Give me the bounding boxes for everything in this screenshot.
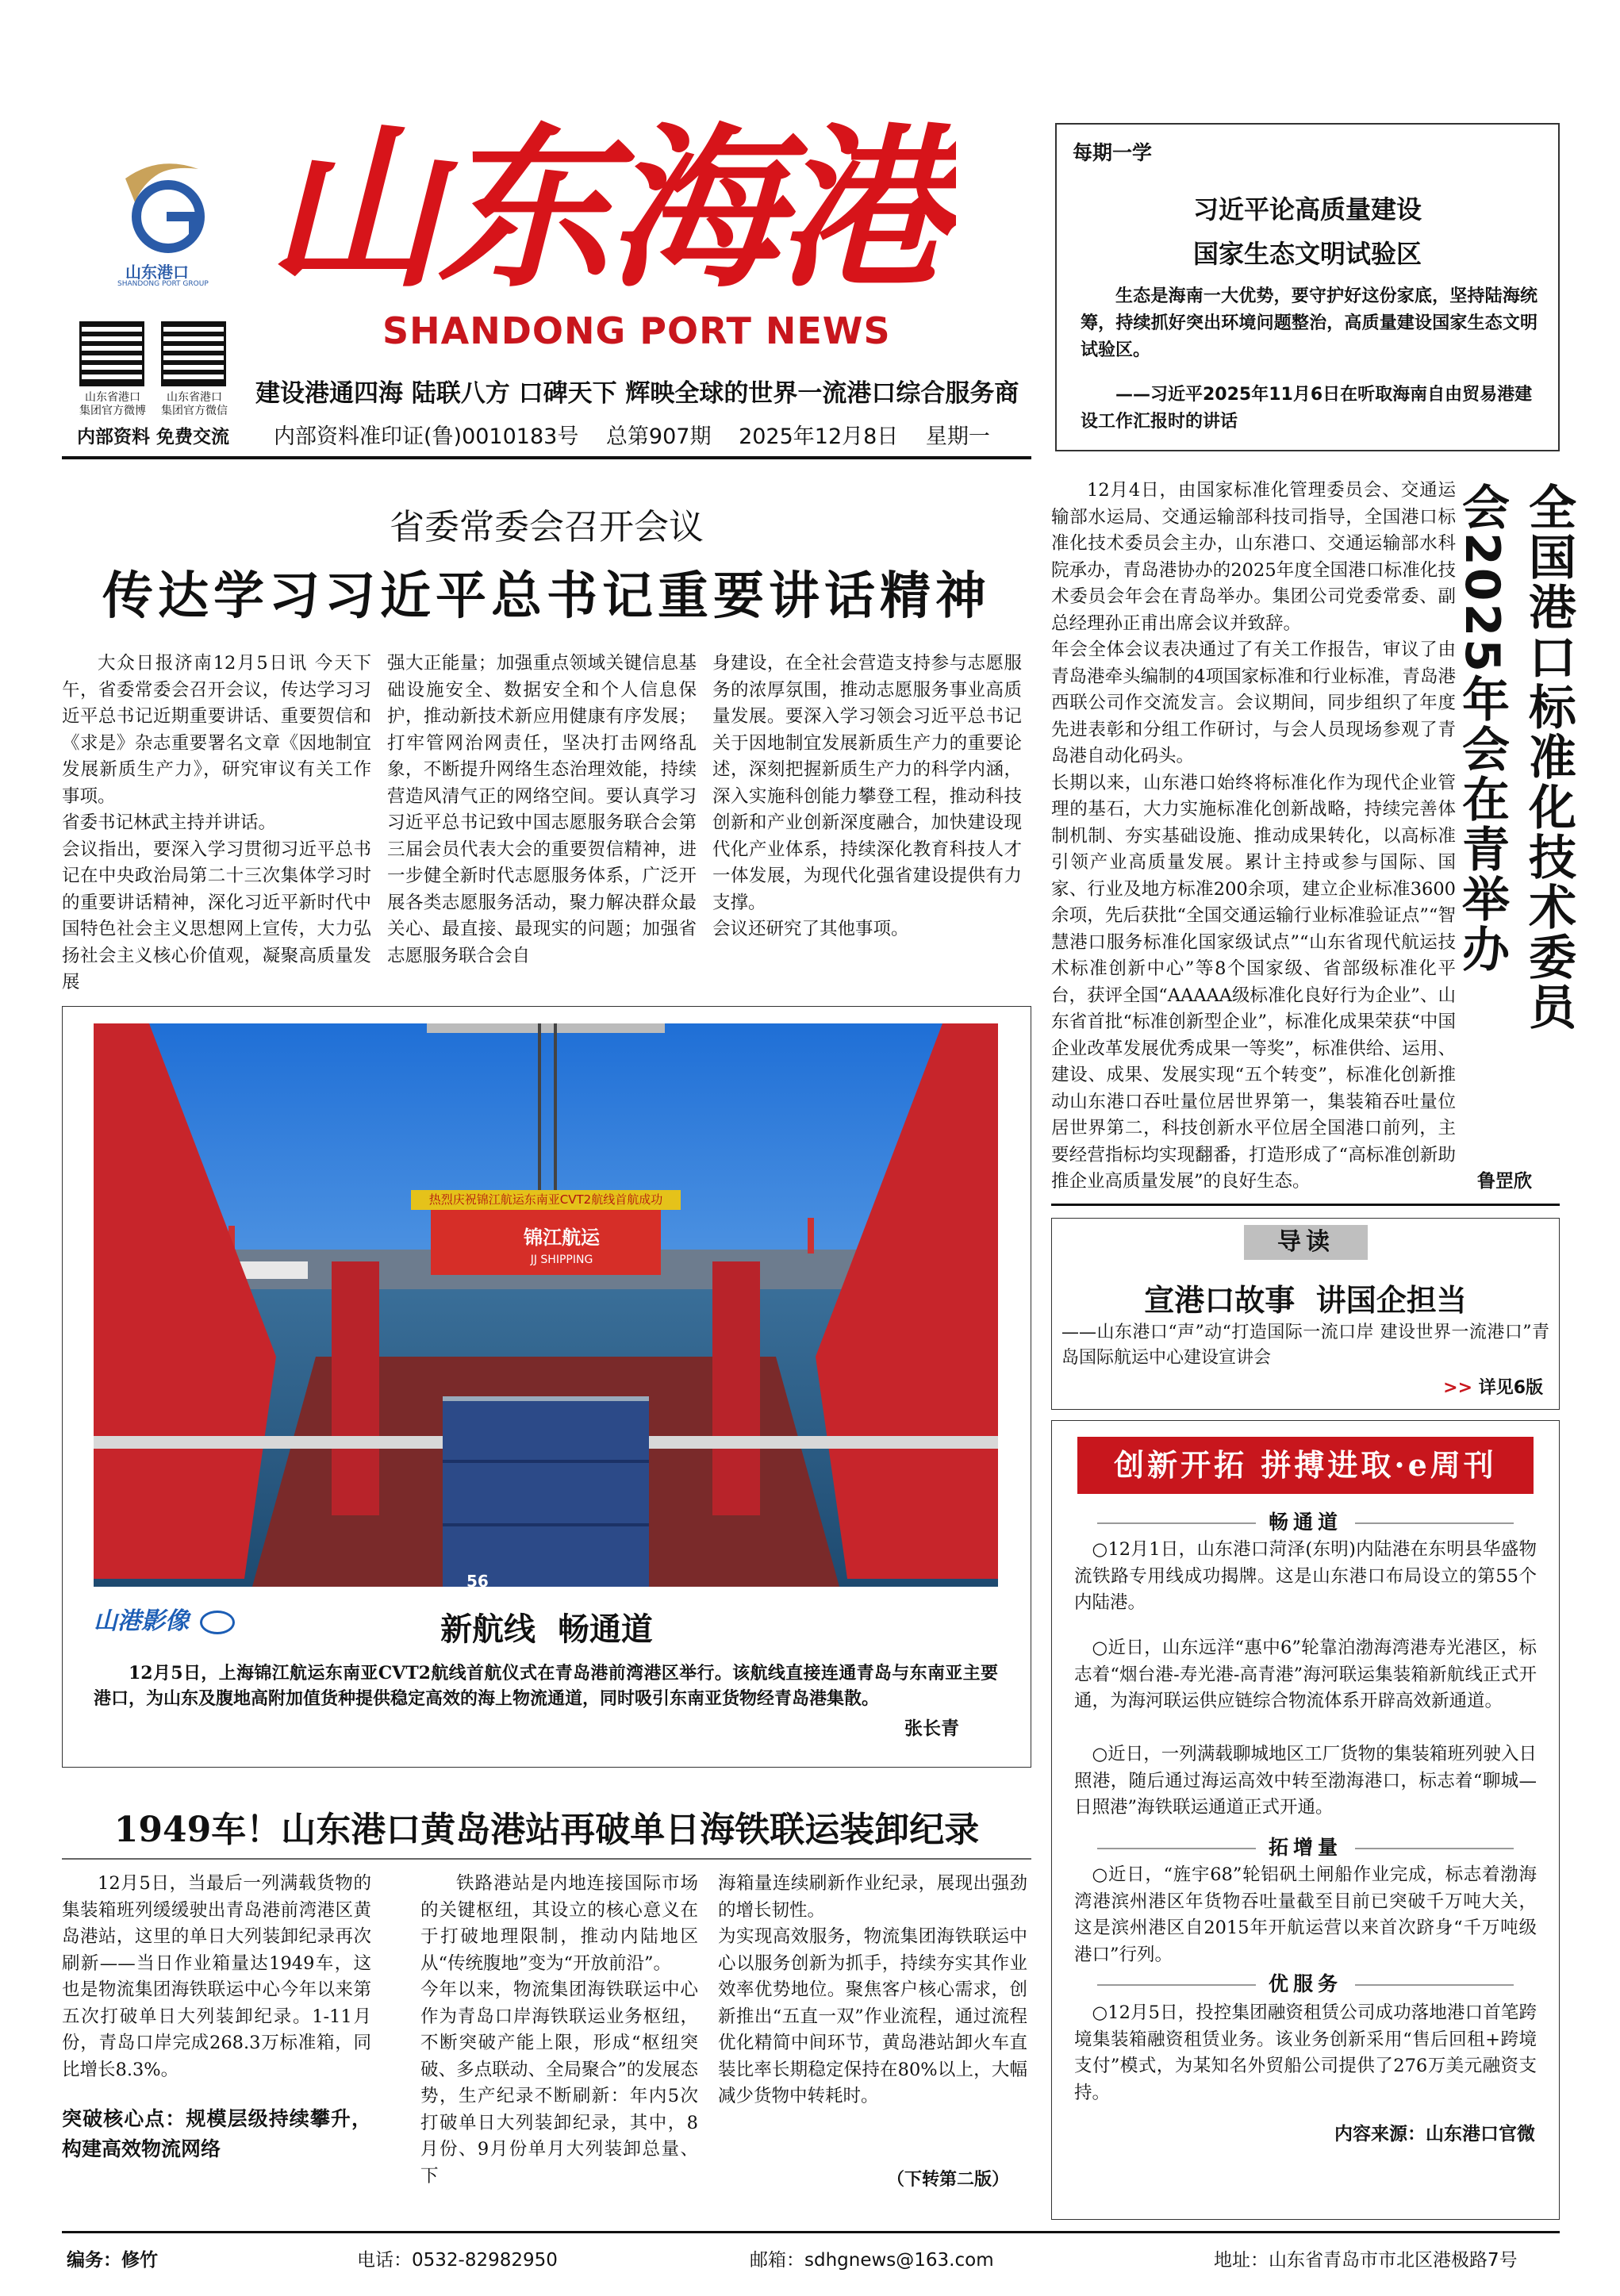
lead-headline: 传达学习习近平总书记重要讲话精神	[102, 567, 991, 626]
eweekly-source: 内容来源：山东港口官微	[1334, 2124, 1535, 2144]
eweekly-section-2: 拓增量	[1052, 1832, 1559, 1860]
guide-title: 宣港口故事 讲国企担当	[1144, 1283, 1467, 1318]
eweekly-p3: ○近日，一列满载聊城地区工厂货物的集装箱班列驶入日照港，随后通过海运高效中转至渤海港口，标志着“聊城—日照港”海铁联运通道正式开通。	[1074, 1744, 1537, 1818]
lead-col-1	[62, 651, 371, 996]
footer-address: 地址：山东省青岛市市北区港极路7号	[1214, 2250, 1518, 2271]
eweekly-p4: ○近日，“旌宇68”轮铝矾土闸船作业完成，标志着渤海湾港滨州港区年货物吞吐量截至目前已突破千万吨大关，这是滨州港区自2015年开航运营以来首次跻身“千万吨级港口”行列。	[1074, 1864, 1537, 1965]
masthead-rule	[62, 456, 1031, 459]
footer-email[interactable]: 邮箱：sdhgnews@163.com	[750, 2250, 994, 2271]
lead-col-2	[387, 651, 697, 969]
guide-box	[1051, 1218, 1560, 1410]
logo-emblem-icon	[111, 155, 214, 258]
logo-text: 山东港口	[125, 263, 189, 282]
standards-body-text: 12月4日，由国家标准化管理委员会、交通运输部水运局、交通运输部科技司指导，全国港口标准化技术委员会主办，山东港口、交通运输部水科院承办，青岛港协办的2025年度全国港口标准化技术委员会年会在青岛举办。集团公司党委常委、副总经理孙正甫出席会议并致辞。 年会全体会议表决通过了有关工作报告，审议了由青岛港牵头编制的4项国家标准和行业标准，青岛港西联公司作交流发言。会议期间，同步组织了年度先进表彰和分组工作研讨，与会人员现场参观了青岛港自动化码头。 长期以来，山东港口始终将标准化作为现代企业管理的基石，大力实施标准化创新战略，持续完善体制机制、夯实基础设施、推动成果转化，以高标准引领产业高质量发展。累计主持或参与国际、国家、行业及地方标准200余项，建立企业标准3600余项，先后获批“全国交通运输行业标准验证点”“智慧港口服务标准化国家级试点”“山东省现代航运技术标准创新中心”等8个国家级、省部级标准化平台，获评全国“AAAAA级标准化良好行为企业”、山东省首批“标准创新型企业”，标准化成果荣获“中国企业改革发展优秀成果一等奖”，标准供给、运用、建设、成果、发展实现“五个转变”，标准化创新推动山东港口吞吐量位居世界第一，集装箱吞吐量位居世界第二，科技创新水平位居全国港口前列，主要经营指标均实现翻番，打造形成了“高标准创新助推企业高质量发展”的良好生态。	[1051, 480, 1456, 1192]
container-sub-text: JJ SHIPPING	[530, 1254, 593, 1266]
rail-rule	[62, 1858, 1031, 1860]
guide-sub: ——山东港口“声”动“打造国际一流口岸 建设世界一流港口”青岛国际航运中心建设宣讲会	[1061, 1323, 1549, 1368]
crane-number-text: 56	[466, 1572, 489, 1587]
masthead-title	[258, 107, 956, 305]
port-photo-illustration	[94, 1023, 998, 1587]
photo-caption	[94, 1661, 998, 1711]
guide-link-text[interactable]: 详见6版	[1478, 1378, 1543, 1398]
wechat-qr-icon[interactable]	[161, 321, 226, 386]
lead-col-3	[712, 651, 1022, 943]
photo-author: 张长青	[904, 1718, 959, 1739]
photo-title: 新航线 畅通道	[440, 1611, 653, 1648]
rail-col-3-text: 海箱量连续刷新作业纪录，展现出强劲的增长韧性。 为实现高效服务，物流集团海铁联运中心以服务创新为抓手，持续夯实其作业效率优势地位。聚焦客户核心需求，创新推出“五直一双”作业流程，通过流程优化精简中间环节，黄岛港站卸火车直装比率长期稳定保持在80%以上，大幅减少货物中转耗时。	[718, 1873, 1027, 2106]
rail-continued: （下转第二版）	[887, 2170, 1010, 2190]
standards-headline: 全国港口标准化技术委员会2025年会在青举办	[1454, 482, 1576, 1032]
logo	[111, 155, 214, 288]
lead-col-1-text: 大众日报济南12月5日讯 今天下午，省委常委会召开会议，传达学习习近平总书记近期重要讲话、重要贺信和《求是》杂志重要署名文章《因地制宜发展新质生产力》，研究审议有关工作事项。 省委书记林武主持并讲话。 会议指出，要深入学习贯彻习近平总书记在中央政治局第二十三次集体学习时的重要讲话精神，深化习近平新时代中国特色社会主义思想网上宣传，大力弘扬社会主义核心价值观，凝聚高质量发展	[62, 653, 371, 993]
masthead-slogan: 建设港通四海 陆联八方 口碑天下 辉映全球的世界一流港口综合服务商	[255, 379, 1019, 408]
eweekly-box	[1051, 1420, 1560, 2220]
publication-info	[274, 419, 1011, 450]
lead-col-3-text: 身建设，在全社会营造支持参与志愿服务的浓厚氛围，推动志愿服务事业高质量发展。要深入学习领会习近平总书记关于因地制宜发展新质生产力的重要论述，深刻把握新质生产力的科学内涵，深入实施科创能力攀登工程，推动科技创新和产业创新深度融合，加快建设现代化产业体系，持续深化教育科技人才一体发展，为现代化强省建设提供有力支撑。 会议还研究了其他事项。	[712, 653, 1022, 939]
issue-weekday: 星期一	[925, 424, 990, 449]
standards-author: 鲁罡欣	[1477, 1171, 1532, 1192]
eweekly-title: 创新开拓 拼搏进取·e周刊	[1077, 1437, 1534, 1494]
guide-arrow-icon: >>	[1443, 1378, 1473, 1398]
study-source: ——习近平2025年11月6日在听取海南自由贸易港建设工作汇报时的讲话	[1081, 385, 1533, 432]
guide-link[interactable]	[1443, 1374, 1543, 1399]
standards-body	[1051, 478, 1456, 1196]
masthead-calligraphy	[258, 107, 956, 305]
study-box	[1055, 123, 1560, 451]
issue-number: 总第907期	[605, 424, 712, 449]
permit-number: 内部资料准印证(鲁)0010183号	[274, 424, 579, 449]
weibo-qr-icon[interactable]	[79, 321, 144, 386]
study-title-2: 国家生态文明试验区	[1192, 239, 1422, 269]
masthead-title-text: 山东海港	[267, 107, 947, 305]
rail-headline: 1949车！山东港口黄岛港站再破单日海铁联运装卸纪录	[113, 1810, 980, 1850]
eweekly-section-3: 优服务	[1052, 1968, 1559, 1997]
qr2-caption: 山东省港口 集团官方微信	[161, 391, 228, 417]
study-title-1: 习近平论高质量建设	[1192, 194, 1422, 225]
lead-kicker: 省委常委会召开会议	[390, 507, 704, 547]
lead-col-2-text: 强大正能量；加强重点领域关键信息基础设施安全、数据安全和个人信息保护，推动新技术新应用健康有序发展；打牢管网治网责任，坚决打击网络乱象，不断提升网络生态治理效能，持续营造风清气正的网络空间。要认真学习习近平总书记致中国志愿服务联合会第三届会员代表大会的重要贺信精神，进一步健全新时代志愿服务体系，广泛开展各类志愿服务活动，聚力解决群众最关心、最直接、最现实的问题；加强省志愿服务联合会自	[387, 653, 697, 966]
issue-date: 2025年12月8日	[739, 424, 899, 449]
container-text: 锦江航运	[524, 1227, 600, 1249]
rail-col-2	[420, 1871, 698, 2190]
footer-editor: 编务：修竹	[67, 2250, 158, 2271]
port-photo	[94, 1023, 998, 1587]
eweekly-section-1: 畅通道	[1052, 1507, 1559, 1535]
guide-label: 导读	[1244, 1225, 1368, 1260]
rail-col-3	[718, 1871, 1027, 2110]
qr1-caption: 山东省港口 集团官方微博	[79, 391, 146, 417]
rail-col-2-text: 铁路港站是内地连接国际市场的关键枢纽，其设立的核心意义在于打破地理限制，推动内陆地区从“传统腹地”变为“开放前沿”。 今年以来，物流集团海铁联运中心作为青岛口岸海铁联运业务枢纽，不断突破产能上限，形成“枢纽突破、多点联动、全局聚合”的发展态势，生产纪录不断刷新：年内5次打破单日大列装卸纪录，其中，8月份、9月份单月大列装卸总量、下	[420, 1873, 698, 2187]
photo-caption-text: 12月5日，上海锦江航运东南亚CVT2航线首航仪式在青岛港前湾港区举行。该航线直接连通青岛与东南亚主要港口，为山东及腹地高附加值货种提供稳定高效的海上物流通道，同时吸引东南亚货物经青岛港集散。	[94, 1663, 998, 1709]
rail-col-1-subhead: 突破核心点：规模层级持续攀升，构建高效物流网络	[62, 2107, 371, 2160]
footer-phone: 电话：0532-82982950	[357, 2250, 558, 2271]
eweekly-p2: ○近日，山东远洋“惠中6”轮靠泊渤海湾港寿光港区，标志着“烟台港-寿光港-高青港”海河联运集装箱新航线正式开通，为海河联运供应链综合物流体系开辟高效新通道。	[1074, 1638, 1537, 1711]
internal-notice: 内部资料 免费交流	[77, 427, 230, 447]
right-col-rule	[1051, 1204, 1560, 1206]
rail-col-1-text: 12月5日，当最后一列满载货物的集装箱班列缓缓驶出青岛港前湾港区黄岛港站，这里的单日大列装卸纪录再次刷新——当日作业箱量达1949车，这也是物流集团海铁联运中心今年以来第五次打破单日大列装卸纪录。1-11月份，青岛口岸完成268.3万标准箱，同比增长8.3%。	[62, 1873, 371, 2080]
rail-col-1	[62, 1871, 371, 2164]
study-quote: 生态是海南一大优势，要守护好这份家底，坚持陆海统筹，持续抓好突出环境问题整治，高质量建设国家生态文明试验区。	[1081, 286, 1537, 360]
logo-sub: SHANDONG PORT GROUP	[117, 280, 209, 288]
eweekly-p1: ○12月1日，山东港口菏泽(东明)内陆港在东明县华盛物流铁路专用线成功揭牌。这是山东港口布局设立的第55个内陆港。	[1074, 1539, 1537, 1613]
eweekly-p5: ○12月5日，投控集团融资租赁公司成功落地港口首笔跨境集装箱融资租赁业务。该业务创新采用“售后回租+跨境支付”模式，为某知名外贸船公司提供了276万美元融资支持。	[1074, 2002, 1537, 2103]
banner-text: 热烈庆祝锦江航运东南亚CVT2航线首航成功	[428, 1192, 663, 1207]
footer-rule	[62, 2231, 1560, 2233]
photo-brand-text: 山港影像	[94, 1607, 189, 1635]
masthead-english: SHANDONG PORT NEWS	[382, 309, 891, 352]
study-label: 每期一学	[1073, 141, 1153, 164]
